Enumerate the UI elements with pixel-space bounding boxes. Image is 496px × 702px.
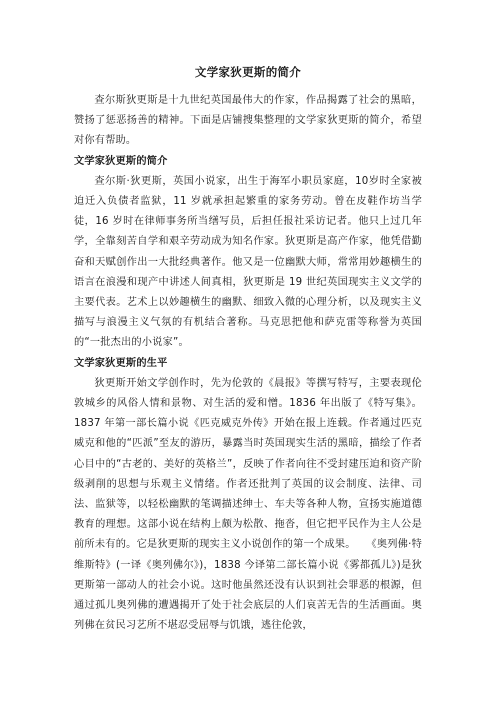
intro-paragraph: 查尔斯狄更斯是十九世纪英国最伟大的作家，作品揭露了社会的黑暗，赞扬了惩恶扬善的精神。下面是店铺搜集整理的文学家狄更斯的简介，希望对你有帮助。 <box>74 95 422 147</box>
document-title: 文学家狄更斯的简介 <box>194 65 302 79</box>
section-body-life: 狄更斯开始文学创作时，先为伦敦的《晨报》等撰写特写，主要表现伦敦城乡的风俗人情和景物、对生活的爱和憎。1836 年出版了《特写集》。1837 年第一部长篇小说《匹克威克外传》开始在报上连载。作者通过匹克威克和他的“匹派”至友的游历，暴露当时英国现实生活的黑暗，描绘了作者心目中的“古老的、美好的英格兰”，反映了作者向往不受封建压迫和资产阶级剥削的思想与乐观主义情绪。作者还批判了英国的议会制度、法律、司法、监狱等，以轻松幽默的笔调描述绅士、车夫等各种人物，宣扬实施道德教育的理想。这部小说在结构上颇为松散、拖沓，但它把平民作为主人公是前所未有的。它是狄更斯的现实主义小说创作的第一个成果。 《奥列佛·特维斯特》(一译《奥列佛尔》)，1838 今译第二部长篇小说《雾都孤儿》)是狄更斯第一部动人的社会小说。这时他虽然还没有认识到社会罪恶的根源，但通过孤儿奥列佛的遭遇揭开了处于社会底层的人们哀苦无告的生活画面。奥列佛在贫民习艺所不堪忍受屈辱与饥饿，逃往伦敦， <box>74 377 422 632</box>
section-body-intro: 查尔斯·狄更斯，英国小说家，出生于海军小职员家庭，10岁时全家被迫迁入负债者监狱，11 岁就承担起繁重的家务劳动。曾在皮鞋作坊当学徒，16 岁时在律师事务所当缮写员，后担任报社采访记者。他只上过几年学，全靠刻苦自学和艰辛劳动成为知名作家。狄更斯是高产作家，他凭借勤奋和天赋创作出一大批经典著作。他又是一位幽默大师，常常用妙趣横生的语言在浪漫和现产中讲述人间真相，狄更斯是 19 世纪英国现实主义文学的主要代表。艺术上以妙趣横生的幽默、细致入微的心理分析，以及现实主义描写与浪漫主义气氛的有机结合著称。马克思把他和萨克雷等称誉为英国的“一批杰出的小说家”。 <box>74 175 422 349</box>
section-heading-life: 文学家狄更斯的生平 <box>74 357 168 369</box>
section-heading-intro: 文学家狄更斯的简介 <box>74 155 168 167</box>
